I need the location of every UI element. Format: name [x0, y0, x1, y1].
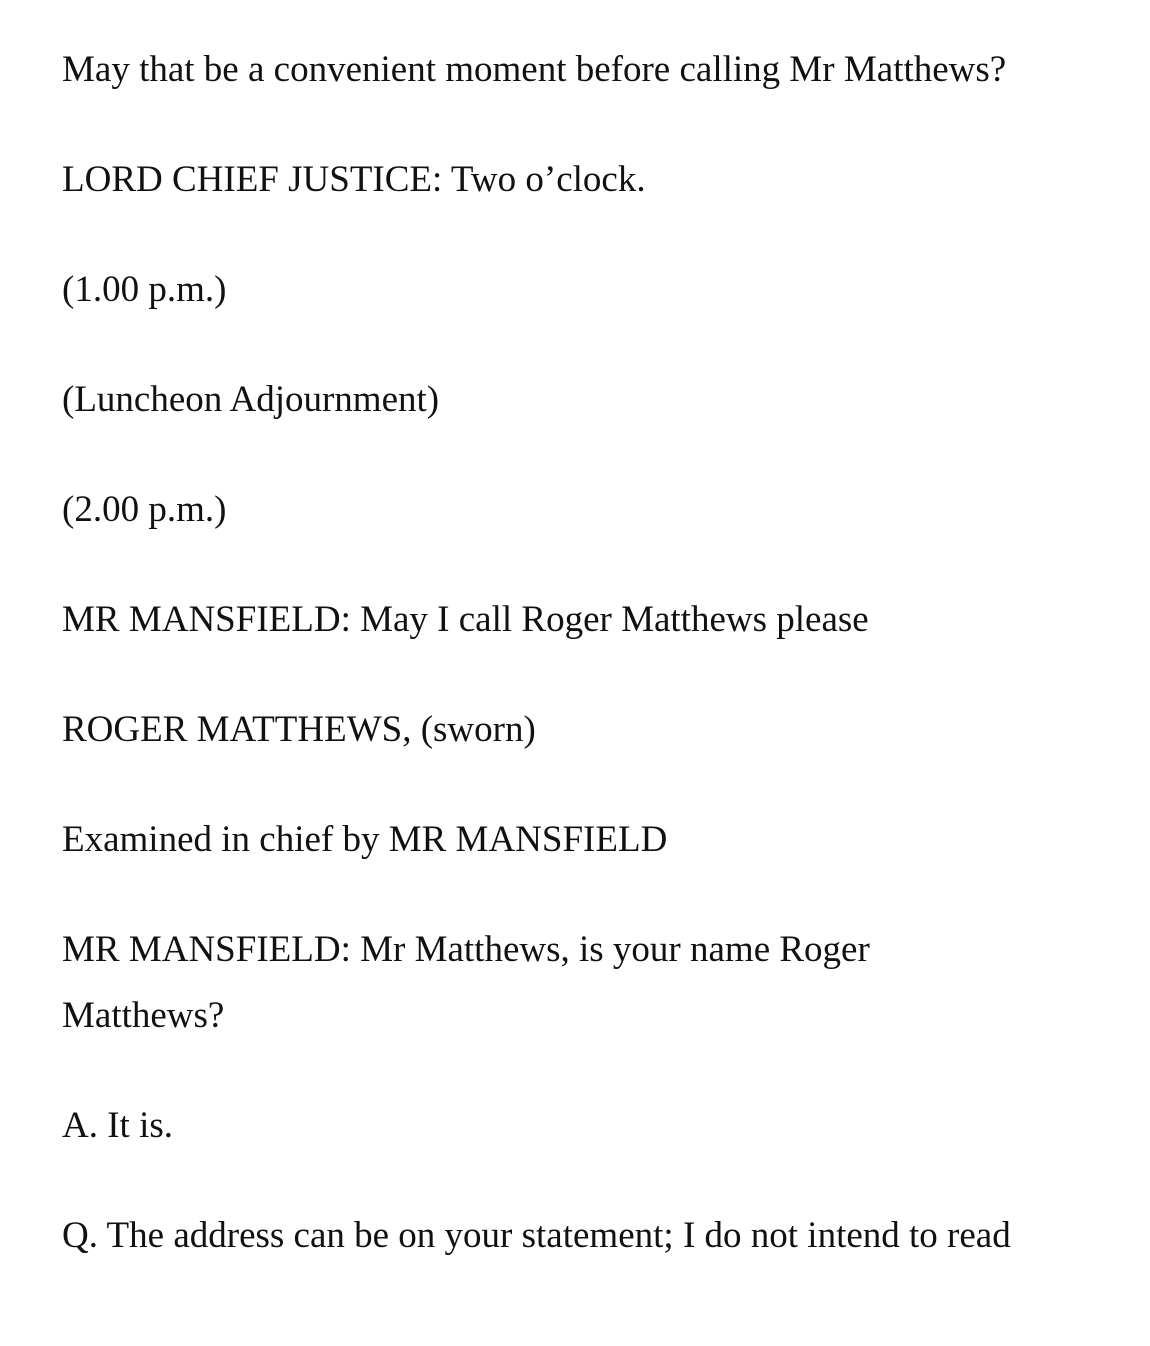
examination-heading: Examined in chief by MR MANSFIELD	[62, 819, 668, 860]
question-line: Q. The address can be on your statement; I do not intend to read	[62, 1215, 1011, 1256]
speaker-line: MR MANSFIELD: May I call Roger Matthews please	[62, 599, 869, 640]
time-marker: (2.00 p.m.)	[62, 489, 227, 530]
adjournment-note: (Luncheon Adjournment)	[62, 379, 440, 420]
speaker-line: MR MANSFIELD: Mr Matthews, is your name Roger	[62, 929, 870, 970]
answer-line: A. It is.	[62, 1105, 173, 1146]
witness-sworn-line: ROGER MATTHEWS, (sworn)	[62, 709, 536, 750]
time-marker: (1.00 p.m.)	[62, 269, 227, 310]
transcript-line: May that be a convenient moment before calling Mr Matthews?	[62, 49, 1007, 90]
transcript-line: Matthews?	[62, 995, 225, 1036]
speaker-line: LORD CHIEF JUSTICE: Two o’clock.	[62, 159, 646, 200]
